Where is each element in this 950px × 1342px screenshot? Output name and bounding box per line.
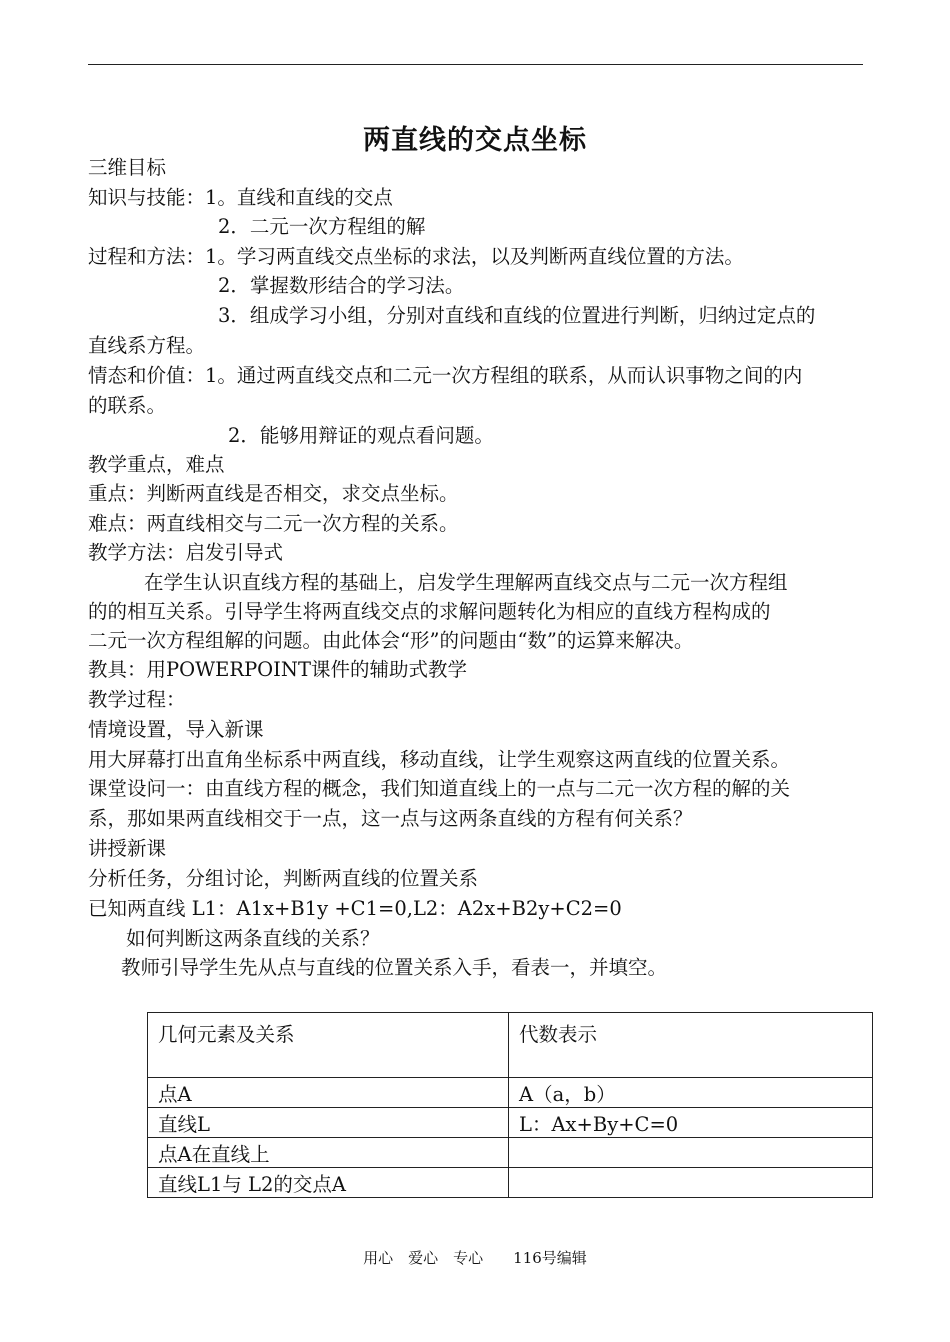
table-row — [148, 1168, 873, 1198]
text-line: 讲授新课 — [88, 837, 167, 860]
table-cell: 直线L1与 L2的交点A — [148, 1168, 509, 1198]
table-row — [148, 1078, 873, 1108]
table-cell: 点A — [148, 1078, 509, 1108]
text-line: 2．能够用辩证的观点看问题。 — [228, 424, 494, 447]
text-line: 知识与技能：1。直线和直线的交点 — [88, 186, 393, 209]
text-line: 教学方法：启发引导式 — [88, 541, 284, 564]
table-cell: 直线L — [148, 1108, 509, 1138]
text-line: 的的相互关系。引导学生将两直线交点的求解问题转化为相应的直线方程构成的 — [88, 600, 771, 623]
table-header-cell: 几何元素及关系 — [148, 1013, 509, 1078]
text-line: 课堂设问一：由直线方程的概念，我们知道直线上的一点与二元一次方程的解的关 — [88, 777, 791, 800]
table-row — [148, 1138, 873, 1168]
text-line: 如何判断这两条直线的关系？ — [126, 927, 380, 950]
text-line: 难点：两直线相交与二元一次方程的关系。 — [88, 512, 459, 535]
table-header-cell: 代数表示 — [509, 1013, 873, 1078]
text-line: 教学重点，难点 — [88, 453, 225, 476]
table-cell: L：Ax+By+C=0 — [509, 1108, 873, 1138]
page-footer: 用心 爱心 专心 116号编辑 — [363, 1249, 587, 1267]
text-line: 用大屏幕打出直角坐标系中两直线，移动直线，让学生观察这两直线的位置关系。 — [88, 748, 791, 771]
text-line: 教学过程： — [88, 688, 186, 711]
text-line: 直线系方程。 — [88, 334, 206, 357]
text-line: 已知两直线 L1：A1x+B1y +C1=0,L2：A2x+B2y+C2=0 — [88, 897, 622, 920]
table-header-row — [148, 1013, 873, 1078]
relation-table — [147, 1012, 873, 1198]
text-line: 过程和方法：1。学习两直线交点坐标的求法，以及判断两直线位置的方法。 — [88, 245, 744, 268]
text-line: 二元一次方程组解的问题。由此体会“形”的问题由“数”的运算来解决。 — [88, 629, 694, 652]
text-line: 情态和价值：1。通过两直线交点和二元一次方程组的联系，从而认识事物之间的内 — [88, 364, 803, 387]
table-cell: 点A在直线上 — [148, 1138, 509, 1168]
text-line: 情境设置，导入新课 — [88, 718, 264, 741]
text-line: 系，那如果两直线相交于一点，这一点与这两条直线的方程有何关系？ — [88, 807, 693, 830]
text-line: 重点：判断两直线是否相交，求交点坐标。 — [88, 482, 459, 505]
table-row — [148, 1108, 873, 1138]
table-cell — [509, 1138, 873, 1168]
text-line: 2．掌握数形结合的学习法。 — [218, 274, 465, 297]
text-line: 三维目标 — [88, 156, 167, 179]
header-rule — [88, 64, 863, 65]
text-line: 的联系。 — [88, 394, 167, 417]
text-line: 教师引导学生先从点与直线的位置关系入手，看表一，并填空。 — [121, 956, 668, 979]
text-line: 分析任务，分组讨论，判断两直线的位置关系 — [88, 867, 479, 890]
text-line: 3．组成学习小组，分别对直线和直线的位置进行判断，归纳过定点的 — [218, 304, 816, 327]
table-cell — [509, 1168, 873, 1198]
document-title: 两直线的交点坐标 — [363, 125, 587, 156]
text-line: 教具：用POWERPOINT课件的辅助式教学 — [88, 658, 467, 681]
text-line: 2．二元一次方程组的解 — [218, 215, 426, 238]
table-cell: A（a，b） — [509, 1078, 873, 1108]
text-line: 在学生认识直线方程的基础上，启发学生理解两直线交点与二元一次方程组 — [144, 571, 788, 594]
